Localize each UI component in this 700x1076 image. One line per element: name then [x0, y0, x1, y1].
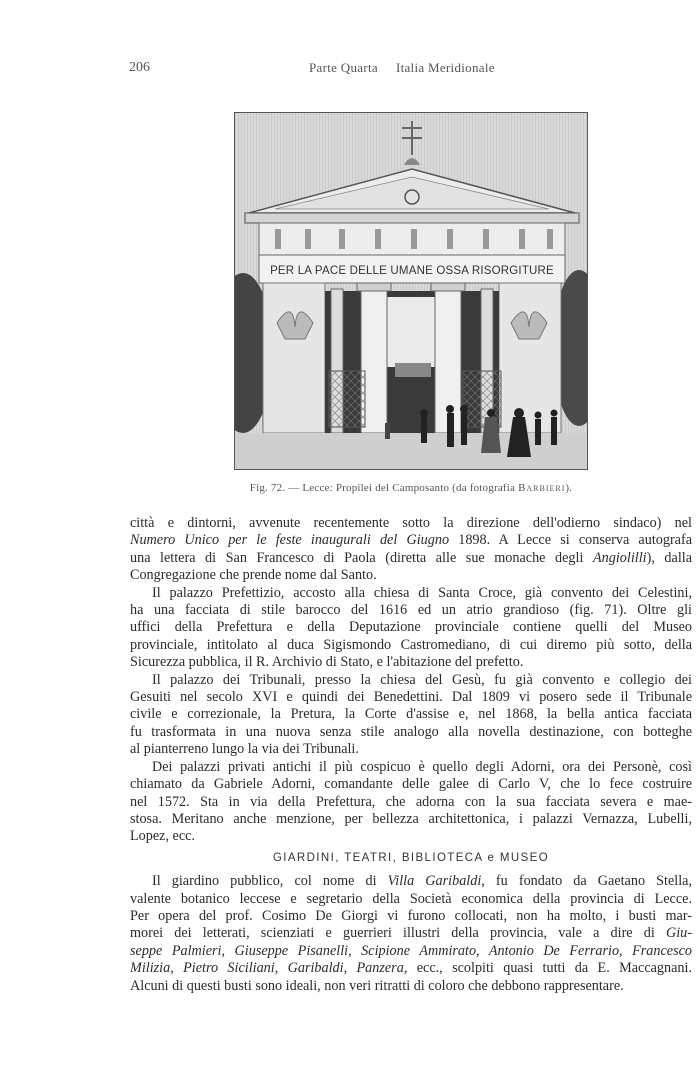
text-line: provinciale, intitolato al duca Sigismondo Castromediano, di cui diremo più sotto, della	[130, 636, 692, 653]
paragraph-5	[130, 873, 692, 995]
paragraph-4	[130, 759, 692, 846]
italic-name: Giu-	[665, 925, 692, 942]
text-line: nel 1572. Sta in via della Prefettura, che adorna con la sua facciata severa e mae-	[130, 793, 692, 810]
part-title: Parte Quarta	[309, 60, 378, 75]
paragraph-1	[130, 515, 692, 585]
text-line: Gesuiti nel secolo XVI e quindi dei Benedettini. Dal 1809 vi posero sede il Tribunale	[130, 689, 692, 706]
text-fragment: morei dei letterati, scienziati e guerrieri illustri della provincia, vale a dire di	[130, 925, 666, 942]
text-line: Dei palazzi privati antichi il più cospicuo è quello degli Adorni, ora dei Personè, così	[152, 758, 692, 775]
text-fragment: , ecc., scolpiti quasi tutti da E. Maccagnani.	[403, 960, 692, 977]
text-line: fu trasformata in una nuova senza stile analogo alla novella destinazione, con botteghe	[130, 723, 692, 740]
text-fragment: una lettera di San Francesco di Paola (diretta alle sue monache degli	[130, 549, 593, 566]
text-line: stosa. Meritano anche menzione, per bellezza architettonica, i palazzi Vernazza, Lubelli,	[130, 810, 692, 827]
text-line: Il palazzo dei Tribunali, presso la chiesa del Gesù, fu già convento e collegio dei	[152, 671, 692, 688]
caption-credit: Barbieri	[518, 482, 566, 494]
figure-propylaea-illustration	[234, 112, 588, 470]
text-fragment: , fu fondato da Gaetano Stella,	[481, 873, 693, 890]
text-line: civile e correzionale, la Pretura, la Corte d'assise e, nel 1868, la bella antica facciata	[130, 706, 692, 723]
text-line: Congregazione che prende nome dal Santo.	[130, 567, 377, 584]
text-line: Lopez, ecc.	[130, 828, 195, 845]
figure-caption	[130, 482, 692, 494]
text-line: valente botanico leccese e segretario della Società economica della provincia di Lecce.	[130, 890, 692, 907]
caption-end: ).	[565, 482, 573, 494]
caption-text: Fig. 72. — Lecce: Propilei del Camposanto (da fotografia	[249, 482, 519, 494]
running-title	[309, 60, 495, 76]
text-fragment: Il giardino pubblico, col nome di	[152, 873, 388, 890]
section-title-header: Italia Meridionale	[395, 60, 495, 75]
paragraph-2	[130, 585, 692, 672]
text-line: Il palazzo Prefettizio, accosto alla chiesa di Santa Croce, già convento dei Celestini,	[152, 584, 692, 601]
inscription-banner: PER LA PACE DELLE UMANE OSSA RISORGITURE	[270, 265, 554, 277]
text-line	[130, 925, 692, 942]
text-line: città e dintorni, avvenute recentemente sotto la direzione dell'odierno sindaco) nel	[130, 515, 692, 531]
italic-title: Numero Unico per le feste inaugurali del Giugno	[130, 532, 450, 549]
text-line	[130, 550, 692, 567]
left-gate	[329, 371, 365, 427]
italic-names: Milizia, Pietro Siciliani, Garibaldi, Panzera	[130, 960, 404, 977]
italic-name: Villa Garibaldi	[387, 873, 482, 890]
italic-name: Angiolilli	[592, 549, 647, 566]
text-line: uffici della Prefettura e della Deputazione provinciale contiene quelli del Museo	[130, 619, 692, 636]
text-line: ha una facciata di stile barocco del 1616 ed un atrio grandioso (fig. 71). Oltre gli	[130, 602, 692, 619]
section-heading: GIARDINI, TEATRI, BIBLIOTECA e MUSEO	[272, 851, 550, 864]
left-pier	[263, 283, 325, 433]
text-line: al pianterreno lungo la via dei Tribunali.	[130, 741, 359, 758]
text-fragment: ), dalla	[646, 549, 692, 566]
page-number: 206	[129, 60, 150, 75]
propylaea-engraving	[235, 113, 587, 469]
paragraph-3	[130, 672, 692, 759]
text-line: Alcuni di questi busti sono ideali, non veri ritratti di coloro che debbono rappresentare.	[130, 977, 624, 994]
text-line	[130, 873, 692, 890]
text-line: seppe Palmieri, Giuseppe Pisanelli, Scipione Ammirato, Antonio De Ferrario, Francesco	[130, 942, 692, 959]
running-header	[129, 60, 660, 80]
text-line: Per opera del prof. Cosimo De Giorgi vi furono collocati, non ha molto, i busti mar-	[130, 907, 692, 924]
text-line: Sicurezza pubblica, il R. Archivio di Stato, e l'abitazione del prefetto.	[130, 654, 524, 671]
text-line: chiamato da Gabriele Adorni, comandante delle galee di Carlo V, che lo fece costruire	[130, 776, 692, 793]
text-line	[130, 960, 692, 977]
text-line	[130, 532, 692, 549]
text-fragment: 1898. A Lecce si conserva autografa	[449, 532, 692, 549]
body-text	[130, 515, 692, 995]
